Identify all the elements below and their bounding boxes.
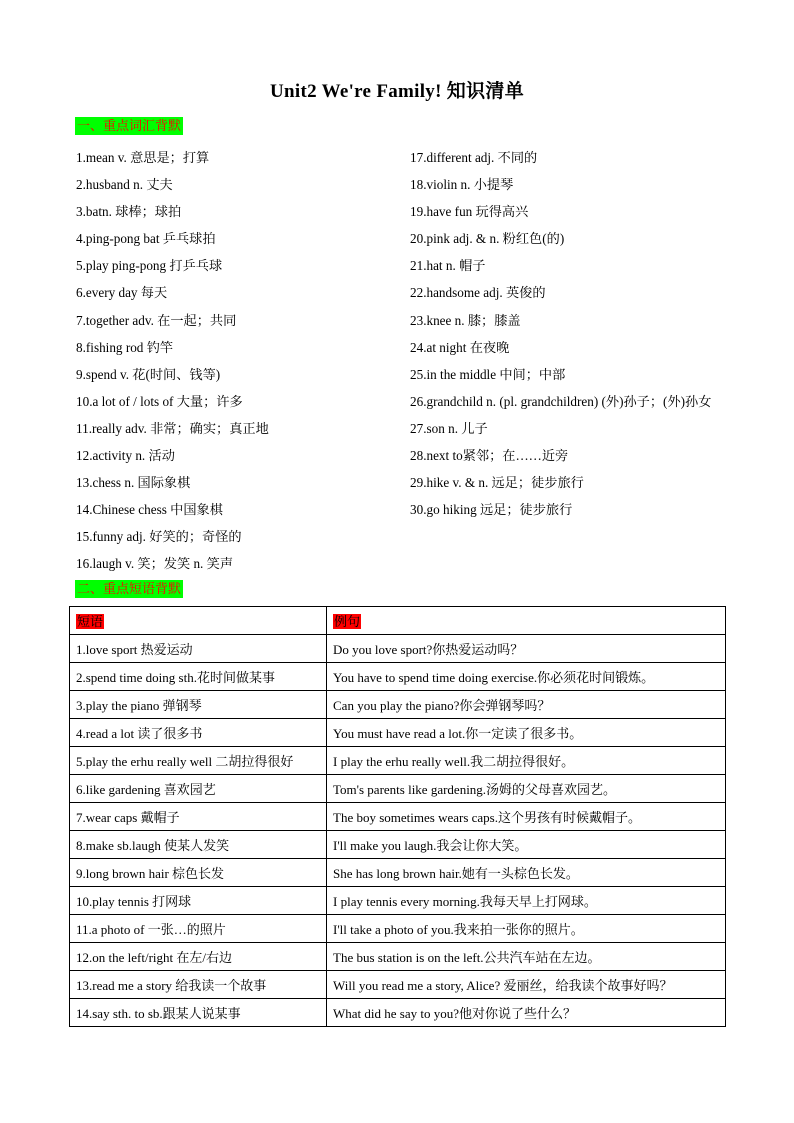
vocab-item: 29.hike v. & n. 远足；徒步旅行 <box>410 475 584 491</box>
phrase-cell: 13.read me a story 给我读一个故事 <box>70 971 327 999</box>
page-title: Unit2 We're Family! 知识清单 <box>269 81 524 102</box>
example-cell: The boy sometimes wears caps.这个男孩有时候戴帽子。 <box>327 803 726 831</box>
section-label-vocabulary: 一、重点词汇背默 <box>77 118 182 133</box>
phrase-cell: 6.like gardening 喜欢园艺 <box>70 775 327 803</box>
phrase-cell: 3.play the piano 弹钢琴 <box>70 691 327 719</box>
header-label-example: 例句 <box>334 614 361 629</box>
vocab-item: 26.grandchild n. (pl. grandchildren) (外)孙子；(外)孙女 <box>410 393 712 409</box>
phrase-cell: 12.on the left/right 在左/右边 <box>70 943 327 971</box>
vocab-item: 7.together adv. 在一起；共同 <box>76 312 237 328</box>
vocab-item: 9.spend v. 花(时间、钱等) <box>76 366 221 382</box>
vocab-item: 13.chess n. 国际象棋 <box>76 475 191 491</box>
vocab-item: 23.knee n. 膝；膝盖 <box>410 312 521 328</box>
phrase-cell: 11.a photo of 一张…的照片 <box>70 915 327 943</box>
example-cell: You have to spend time doing exercise.你必须花时间锻炼。 <box>327 663 726 691</box>
vocab-item: 20.pink adj. & n. 粉红色(的) <box>410 231 565 247</box>
phrase-cell: 2.spend time doing sth.花时间做某事 <box>70 663 327 691</box>
example-cell: You must have read a lot.你一定读了很多书。 <box>327 719 726 747</box>
example-cell: The bus station is on the left.公共汽车站在左边。 <box>327 943 726 971</box>
vocab-item: 6.every day 每天 <box>76 285 168 301</box>
example-cell: I play tennis every morning.我每天早上打网球。 <box>327 887 726 915</box>
phrase-cell: 5.play the erhu really well 二胡拉得很好 <box>70 747 327 775</box>
phrase-cell: 4.read a lot 读了很多书 <box>70 719 327 747</box>
example-cell: She has long brown hair.她有一头棕色长发。 <box>327 859 726 887</box>
table-row <box>70 887 726 915</box>
table-row <box>70 943 726 971</box>
vocab-item: 30.go hiking 远足；徒步旅行 <box>410 502 573 518</box>
vocab-item: 2.husband n. 丈夫 <box>76 177 173 193</box>
vocab-item: 28.next to紧邻；在……近旁 <box>410 448 569 464</box>
vocab-item: 24.at night 在夜晚 <box>410 339 510 355</box>
vocab-item: 21.hat n. 帽子 <box>410 258 486 274</box>
table-row <box>70 971 726 999</box>
example-cell: I'll make you laugh.我会让你大笑。 <box>327 831 726 859</box>
table-row <box>70 719 726 747</box>
vocab-list-left <box>76 144 396 578</box>
table-row <box>70 803 726 831</box>
table-row <box>70 775 726 803</box>
example-cell: Do you love sport?你热爱运动吗？ <box>327 635 726 663</box>
phrase-cell: 8.make sb.laugh 使某人发笑 <box>70 831 327 859</box>
table-row <box>70 831 726 859</box>
table-row <box>70 747 726 775</box>
vocab-item: 4.ping-pong bat 乒乓球拍 <box>76 231 216 247</box>
vocab-item: 11.really adv. 非常；确实；真正地 <box>76 420 269 436</box>
vocab-item: 25.in the middle 中间；中部 <box>410 366 566 382</box>
example-cell: Will you read me a story, Alice? 爱丽丝，给我读个故事好吗？ <box>327 971 726 999</box>
example-cell: What did he say to you?他对你说了些什么？ <box>327 999 726 1027</box>
vocab-item: 12.activity n. 活动 <box>76 448 175 464</box>
vocab-item: 19.have fun 玩得高兴 <box>410 204 529 220</box>
vocab-item: 5.play ping-pong 打乒乓球 <box>76 258 223 274</box>
vocab-item: 15.funny adj. 好笑的；奇怪的 <box>76 529 242 545</box>
vocab-item: 22.handsome adj. 英俊的 <box>410 285 546 301</box>
vocab-list-right <box>410 144 725 523</box>
vocab-item: 10.a lot of / lots of 大量；许多 <box>76 393 243 409</box>
table-header-example <box>327 607 726 635</box>
phrase-table <box>69 606 726 1027</box>
table-row <box>70 915 726 943</box>
table-row <box>70 859 726 887</box>
vocab-item: 1.mean v. 意思是；打算 <box>76 150 210 165</box>
section-label-phrases: 二、重点短语背默 <box>77 581 182 596</box>
table-row <box>70 691 726 719</box>
phrase-cell: 10.play tennis 打网球 <box>70 887 327 915</box>
table-header-row <box>70 607 726 635</box>
vocab-item: 16.laugh v. 笑；发笑 n. 笑声 <box>76 556 234 572</box>
example-cell: Can you play the piano?你会弹钢琴吗？ <box>327 691 726 719</box>
vocab-item: 8.fishing rod 钓竿 <box>76 339 174 355</box>
example-cell: I play the erhu really well.我二胡拉得很好。 <box>327 747 726 775</box>
table-row <box>70 663 726 691</box>
table-row <box>70 635 726 663</box>
vocab-item: 18.violin n. 小提琴 <box>410 177 514 193</box>
table-row <box>70 999 726 1027</box>
vocab-item: 27.son n. 儿子 <box>410 420 488 436</box>
vocab-item: 17.different adj. 不同的 <box>410 150 538 165</box>
header-label-phrase: 短语 <box>77 614 104 629</box>
phrase-cell: 9.long brown hair 棕色长发 <box>70 859 327 887</box>
vocab-item: 3.batn. 球棒；球拍 <box>76 204 182 220</box>
example-cell: Tom's parents like gardening.汤姆的父母喜欢园艺。 <box>327 775 726 803</box>
phrase-cell: 1.love sport 热爱运动 <box>70 635 327 663</box>
vocab-item: 14.Chinese chess 中国象棋 <box>76 502 223 518</box>
example-cell: I'll take a photo of you.我来拍一张你的照片。 <box>327 915 726 943</box>
phrase-cell: 7.wear caps 戴帽子 <box>70 803 327 831</box>
table-header-phrase <box>70 607 327 635</box>
phrase-cell: 14.say sth. to sb.跟某人说某事 <box>70 999 327 1027</box>
